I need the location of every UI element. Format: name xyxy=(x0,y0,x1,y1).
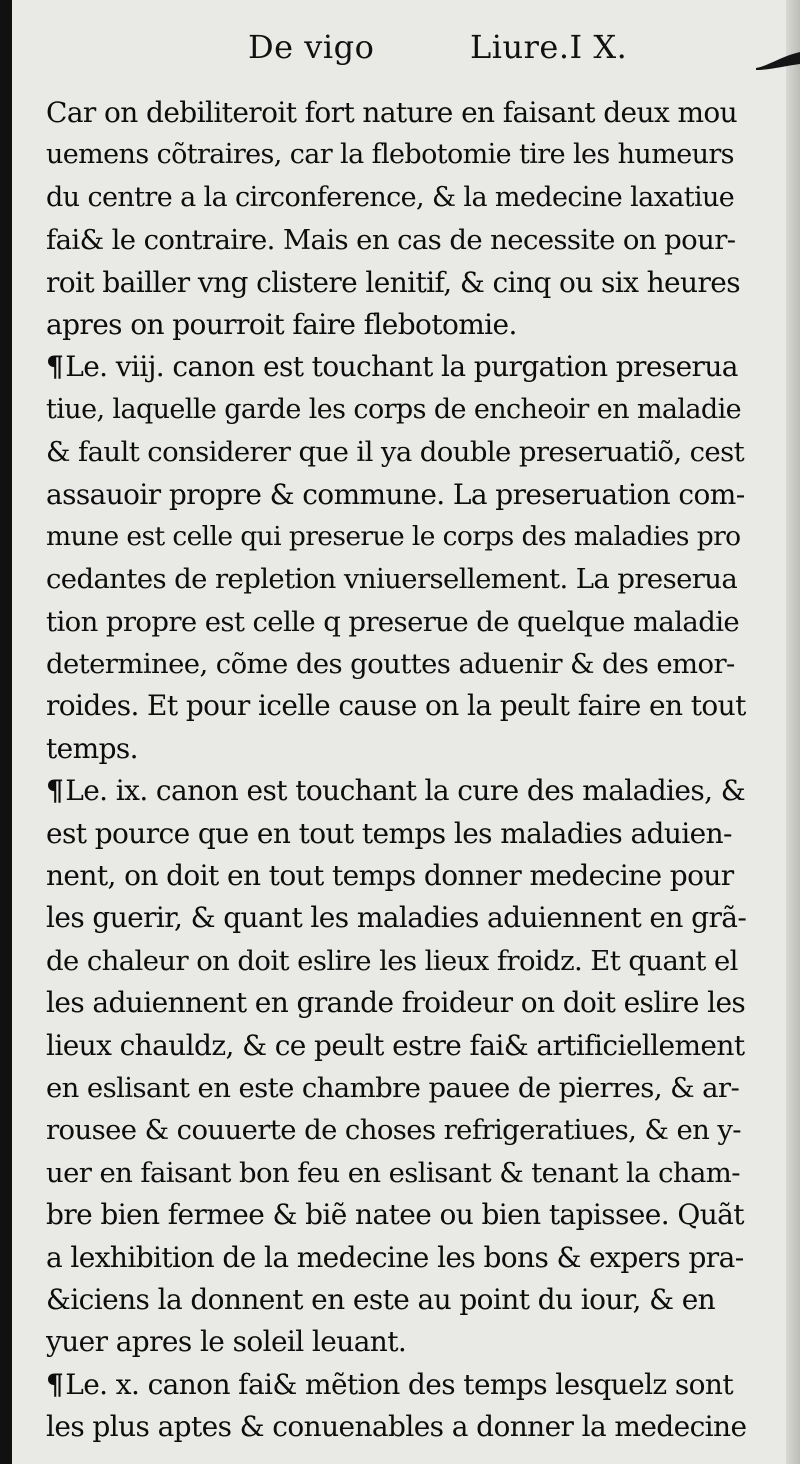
text-line xyxy=(46,770,746,812)
paragraph xyxy=(46,92,746,346)
line-text: determinee, cõme des gouttes aduenir & des emor- xyxy=(46,648,735,681)
line-text: uemens cõtraires, car la flebotomie tire les humeurs xyxy=(46,139,734,171)
paragraph xyxy=(46,346,746,770)
body-text xyxy=(46,92,746,1449)
line-text: tion propre est celle q preserue de quelque maladie xyxy=(46,605,740,638)
folio-label: Liure.I X. xyxy=(470,28,628,66)
line-text: est pource que en tout temps les maladies aduien- xyxy=(46,816,732,850)
line-text: & fault considerer que il ya double preseruatiõ, cest xyxy=(46,436,745,469)
line-text: les plus aptes & conuenables a donner la medecine xyxy=(46,1410,746,1444)
text-line xyxy=(46,1194,746,1236)
text-line xyxy=(46,1025,746,1067)
paragraph xyxy=(46,1364,746,1449)
scan-right-edge xyxy=(786,0,800,1464)
line-text: fai& le contraire. Mais en cas de necessite on pour- xyxy=(46,224,736,257)
line-text: temps. xyxy=(46,731,138,765)
pilcrow-mark: ¶ xyxy=(46,774,64,808)
line-text: mune est celle qui preserue le corps des maladies pro xyxy=(46,520,741,552)
text-line xyxy=(46,855,746,897)
line-text: yuer apres le soleil leuant. xyxy=(46,1325,407,1359)
text-line xyxy=(46,728,746,770)
line-text: roit bailler vng clistere lenitif, & cinq ou six heures xyxy=(46,265,740,299)
line-text: Le. x. canon fai& mẽtion des temps lesquelz sont xyxy=(65,1367,734,1401)
text-line xyxy=(46,474,746,516)
text-line xyxy=(46,1152,746,1194)
line-text: cedantes de repletion vniuersellement. La preserua xyxy=(46,563,738,596)
line-text: du centre a la circonference, & la medecine laxatiue xyxy=(46,181,735,213)
text-line xyxy=(46,1237,746,1279)
pilcrow-mark: ¶ xyxy=(46,350,64,384)
text-line xyxy=(46,1109,746,1151)
line-text: les guerir, & quant les maladies aduiennent en grã- xyxy=(46,901,746,935)
text-line xyxy=(46,558,746,600)
line-text: a lexhibition de la medecine les bons & expers pra- xyxy=(46,1240,744,1274)
pilcrow-mark: ¶ xyxy=(46,1367,64,1401)
page-header xyxy=(0,28,800,72)
line-text: rousee & couuerte de choses refrigeratiues, & en y- xyxy=(46,1114,741,1147)
text-line xyxy=(46,601,746,643)
text-line xyxy=(46,346,746,388)
text-line xyxy=(46,516,746,558)
line-text: uer en faisant bon feu en eslisant & tenant la cham- xyxy=(46,1156,740,1189)
text-line xyxy=(46,940,746,982)
text-line xyxy=(46,304,746,346)
text-line xyxy=(46,134,746,176)
text-line xyxy=(46,1406,746,1448)
line-text: Le. viij. canon est touchant la purgation preserua xyxy=(65,350,738,384)
text-line xyxy=(46,643,746,685)
text-line xyxy=(46,1321,746,1363)
line-text: lieux chauldz, & ce peult estre fai& artificiellement xyxy=(46,1028,745,1062)
text-line xyxy=(46,813,746,855)
text-line xyxy=(46,1279,746,1321)
text-line xyxy=(46,219,746,261)
line-text: tiue, laquelle garde les corps de encheoir en maladie xyxy=(46,393,741,425)
text-line xyxy=(46,1364,746,1406)
text-line xyxy=(46,431,746,473)
page-tab-mark-icon xyxy=(754,42,800,72)
line-text: de chaleur on doit eslire les lieux froidz. Et quant el xyxy=(46,944,738,977)
line-text: les aduiennent en grande froideur on doit eslire les xyxy=(46,986,746,1020)
line-text: en eslisant en este chambre pauee de pierres, & ar- xyxy=(46,1071,740,1104)
text-line xyxy=(46,262,746,304)
text-line xyxy=(46,897,746,939)
text-line xyxy=(46,1067,746,1109)
line-text: Car on debiliteroit fort nature en faisant deux mou xyxy=(46,96,738,129)
line-text: roides. Et pour icelle cause on la peult faire en tout xyxy=(46,689,746,723)
text-line xyxy=(46,982,746,1024)
text-line xyxy=(46,389,746,431)
line-text: assauoir propre & commune. La preseruation com- xyxy=(46,477,745,511)
line-text: apres on pourroit faire flebotomie. xyxy=(46,307,517,341)
line-text: &iciens la donnent en este au point du iour, & en xyxy=(46,1282,716,1316)
line-text: Le. ix. canon est touchant la cure des maladies, & xyxy=(65,774,746,808)
paragraph xyxy=(46,770,746,1363)
running-title: De vigo xyxy=(248,28,375,66)
scan-left-edge xyxy=(0,0,12,1464)
text-line xyxy=(46,685,746,727)
text-line xyxy=(46,177,746,219)
line-text: nent, on doit en tout temps donner medecine pour xyxy=(46,859,734,893)
text-line xyxy=(46,92,746,134)
line-text: bre bien fermee & biẽ natee ou bien tapissee. Quãt xyxy=(46,1198,744,1232)
